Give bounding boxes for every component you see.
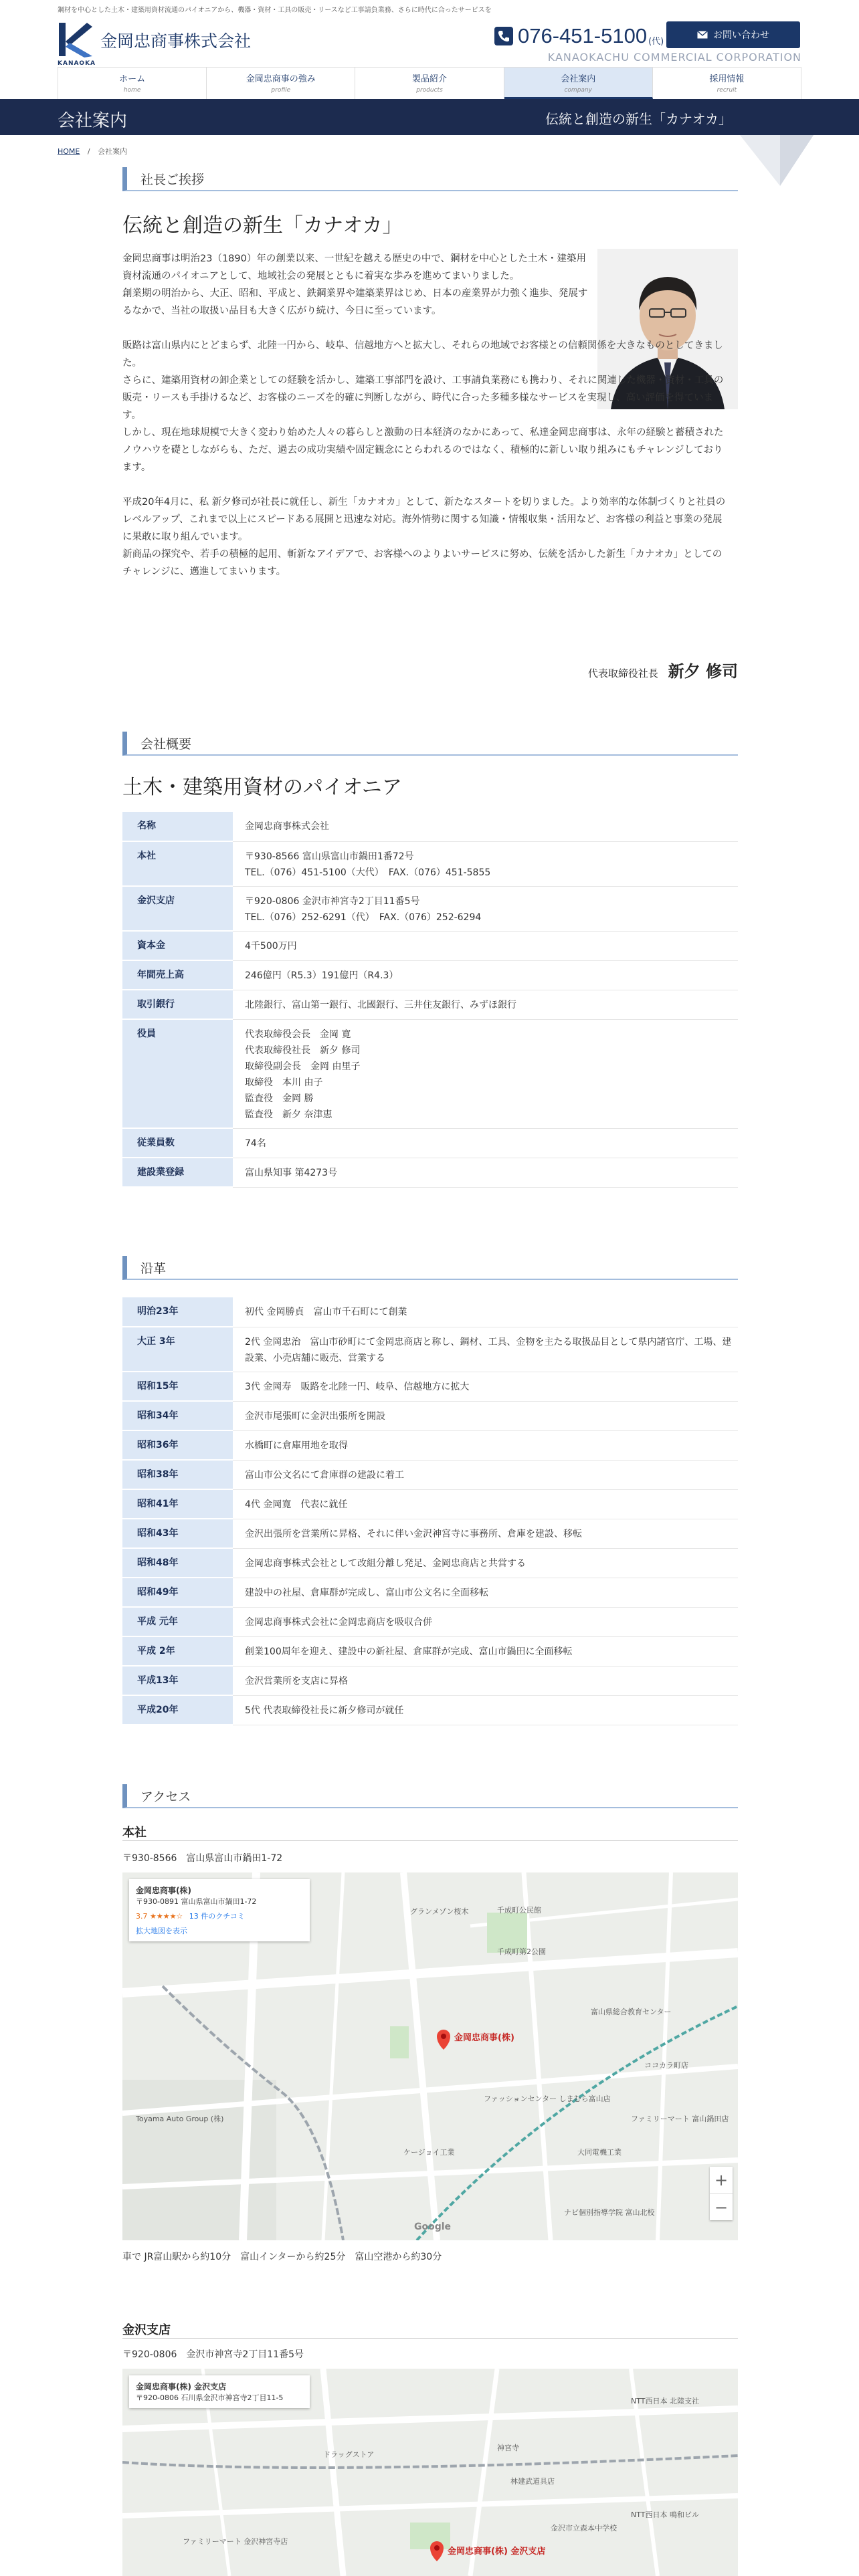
map-place-label: 神宮寺 <box>497 2444 519 2452</box>
header-tagline: 鋼材を中心とした土木・建築用資材流通のパイオニアから、機器・資材・工具の販売・リースなど工事請負業務、さらに時代に合ったサービスを <box>58 7 492 14</box>
banner-decoration-icon <box>727 99 814 186</box>
table-key-cell: 明治23年 <box>122 1297 233 1327</box>
map-place-label: 千成町第2公園 <box>497 1947 546 1956</box>
map-place-label: ファッションセンター しまむら富山店 <box>484 2095 611 2103</box>
greeting-paragraph-3: 平成20年4月に、私 新夕修司が社長に就任し、新生「カナオカ」として、新たなスタートを切りました。より効率的な体制づくりと社員のレベルアップ、これまで以上にスピードある展開と迅速な対応。海外情勢に関する知識・情報収集・活用など、お客様の利益と事業の発展に果敢に取り組んでいます。 新商品の探究や、若手の積極的起用、斬新なアイデアで、お客様へのよりよいサービスに努め、伝統を活かした新生「カナオカ」としてのチャレンジに、邁進してまいります。 <box>122 497 726 577</box>
section-heading-greeting: 社長ご挨拶 <box>122 167 738 191</box>
table-key-cell: 資本金 <box>122 931 233 960</box>
table-value-cell: 富山県知事 第4273号 <box>233 1158 738 1187</box>
divider <box>122 2338 738 2339</box>
table-key-cell: 昭和49年 <box>122 1578 233 1607</box>
main-office-map[interactable] <box>122 1872 738 2240</box>
section-heading-overview: 会社概要 <box>122 732 738 756</box>
table-key-cell: 役員 <box>122 1019 233 1128</box>
nav-label: 製品紹介 <box>412 74 448 84</box>
breadcrumb-separator: / <box>87 147 90 156</box>
table-key-cell: 金沢支店 <box>122 886 233 931</box>
map-card-name: 金岡忠商事(株) 金沢支店 <box>136 2382 227 2391</box>
table-value-cell: 北陸銀行、富山第一銀行、北國銀行、三井住友銀行、みずほ銀行 <box>233 990 738 1019</box>
overview-row <box>122 1019 738 1128</box>
breadcrumb-home-link[interactable]: HOME <box>58 147 80 156</box>
table-key-cell: 平成 元年 <box>122 1607 233 1636</box>
history-row <box>122 1430 738 1460</box>
history-row <box>122 1578 738 1607</box>
map-zoom-control <box>710 2167 733 2220</box>
table-value-cell: 74名 <box>233 1128 738 1158</box>
global-nav <box>58 67 801 99</box>
map-place-label: 金沢市立森本中学校 <box>551 2524 617 2533</box>
table-value-cell: 4代 金岡寛 代表に就任 <box>233 1489 738 1519</box>
table-key-cell: 昭和41年 <box>122 1489 233 1519</box>
table-key-cell: 昭和43年 <box>122 1519 233 1548</box>
table-key-cell: 昭和48年 <box>122 1548 233 1578</box>
table-value-cell: 246億円（R5.3）191億円（R4.3） <box>233 960 738 990</box>
table-value-cell: 5代 代表取締役社長に新夕修司が就任 <box>233 1695 738 1725</box>
nav-label: 金岡忠商事の強み <box>246 74 316 84</box>
table-value-cell: 建設中の社屋、倉庫群が完成し、富山市公文名に全面移転 <box>233 1578 738 1607</box>
greeting-body <box>122 250 731 598</box>
nav-item-company[interactable] <box>504 68 653 99</box>
nav-item-products[interactable] <box>355 68 504 99</box>
table-value-cell: 初代 金岡勝貞 富山市千石町にて創業 <box>233 1297 738 1327</box>
section-heading-access: アクセス <box>122 1784 738 1808</box>
access-kanazawa-address: 〒920-0806 金沢市神宮寺2丁目11番5号 <box>122 2349 304 2360</box>
contact-button-label: お問い合わせ <box>713 30 769 41</box>
nav-sublabel: company <box>564 87 592 94</box>
nav-label: 会社案内 <box>561 74 596 84</box>
nav-item-recruit[interactable] <box>653 68 801 99</box>
logo-caption: KANAOKA <box>58 60 96 67</box>
nav-label: 採用情報 <box>709 74 745 84</box>
divider <box>122 1840 738 1841</box>
table-value-cell: 創業100周年を迎え、建設中の新社屋、倉庫群が完成、富山市鍋田に全面移転 <box>233 1636 738 1666</box>
table-value-cell: 〒920-0806 金沢市神宮寺2丁目11番5号 TEL.（076）252-6291（代） FAX.（076）252-6294 <box>233 886 738 931</box>
phone-number: 076-451-5100 <box>518 24 648 47</box>
map-place-label: 千成町公民館 <box>497 1906 541 1915</box>
overview-row <box>122 1158 738 1187</box>
table-key-cell: 平成20年 <box>122 1695 233 1725</box>
table-key-cell: 従業員数 <box>122 1128 233 1158</box>
nav-sublabel: recruit <box>717 87 737 94</box>
history-row <box>122 1519 738 1548</box>
zoom-out-button[interactable]: − <box>710 2193 733 2220</box>
phone-suffix: (代) <box>648 36 664 47</box>
nav-item-home[interactable] <box>58 68 207 99</box>
table-value-cell: 〒930-8566 富山県富山市鍋田1番72号 TEL.（076）451-5100（大代） FAX.（076）451-5855 <box>233 841 738 886</box>
overview-row <box>122 931 738 960</box>
history-row <box>122 1401 738 1430</box>
nav-item-profile[interactable] <box>207 68 355 99</box>
overview-row <box>122 812 738 841</box>
map-place-label: 林建武道具店 <box>510 2477 555 2486</box>
corporate-english-name: KANAOKACHU COMMERCIAL CORPORATION <box>547 51 801 64</box>
rating-stars: 3.7 ★★★★☆ <box>136 1912 183 1921</box>
table-key-cell: 平成13年 <box>122 1666 233 1695</box>
kanaoka-logo-icon[interactable] <box>58 21 94 59</box>
access-kanazawa-label: 金沢支店 <box>122 2323 171 2337</box>
history-row <box>122 1548 738 1578</box>
page-subtitle: 伝統と創造の新生「カナオカ」 <box>545 111 732 127</box>
map-pin-label[interactable]: 金岡忠商事(株) 金沢支店 <box>448 2547 546 2557</box>
history-row <box>122 1372 738 1401</box>
google-logo-icon: Google <box>414 2222 452 2232</box>
signature-name: 新夕 修司 <box>668 661 738 681</box>
history-row <box>122 1460 738 1489</box>
nav-sublabel: profile <box>271 87 291 94</box>
table-value-cell: 金岡忠商事株式会社として改組分離し発足、金岡忠商店と共営する <box>233 1548 738 1578</box>
overview-row <box>122 886 738 931</box>
table-key-cell: 昭和38年 <box>122 1460 233 1489</box>
kanazawa-branch-map[interactable] <box>122 2369 738 2576</box>
table-value-cell: 金岡忠商事株式会社に金岡忠商店を吸収合併 <box>233 1607 738 1636</box>
map-place-label: ファミリーマート 金沢神宮寺店 <box>183 2537 288 2546</box>
table-value-cell: 金沢営業所を支店に昇格 <box>233 1666 738 1695</box>
contact-button[interactable] <box>666 21 800 48</box>
map-larger-link[interactable]: 拡大地図を表示 <box>136 1927 187 1935</box>
access-main-directions: 車で JR富山駅から約10分 富山インターから約25分 富山空港から約30分 <box>122 2252 442 2262</box>
table-key-cell: 名称 <box>122 812 233 841</box>
history-row <box>122 1327 738 1372</box>
president-signature <box>588 658 738 681</box>
history-row <box>122 1666 738 1695</box>
table-key-cell: 大正 3年 <box>122 1327 233 1372</box>
table-value-cell: 金沢出張所を営業所に昇格、それに伴い金沢神宮寺に事務所、倉庫を建設、移転 <box>233 1519 738 1548</box>
table-value-cell: 4千500万円 <box>233 931 738 960</box>
map-place-label: NTT西日本 鳴和ビル <box>631 2510 699 2519</box>
history-row <box>122 1636 738 1666</box>
history-row <box>122 1695 738 1725</box>
table-value-cell: 2代 金岡忠治 富山市砂町にて金岡忠商店と称し、鋼材、工具、金物を主たる取扱品目として県内諸官庁、工場、建設業、小売店舗に販売、営業する <box>233 1327 738 1372</box>
map-card-address: 〒920-0806 石川県金沢市神宮寺2丁目11-5 <box>136 2393 284 2402</box>
table-value-cell: 代表取締役会長 金岡 寛 代表取締役社長 新夕 修司 取締役副会長 金岡 由里子 取締役 本川 由子 監査役 金岡 勝 監査役 新夕 奈津恵 <box>233 1019 738 1128</box>
breadcrumb-current: 会社案内 <box>98 147 128 156</box>
map-place-label: ナビ個別指導学院 富山北校 <box>564 2208 655 2217</box>
map-info-card <box>129 1879 310 1941</box>
map-card-name: 金岡忠商事(株) <box>136 1886 191 1895</box>
table-key-cell: 昭和36年 <box>122 1430 233 1460</box>
page-title: 会社案内 <box>58 111 128 131</box>
section-heading-history: 沿革 <box>122 1256 738 1280</box>
company-name[interactable]: 金岡忠商事株式会社 <box>100 31 252 51</box>
table-value-cell: 金岡忠商事株式会社 <box>233 812 738 841</box>
map-place-label: NTT西日本 北陸支社 <box>631 2397 699 2405</box>
history-row <box>122 1607 738 1636</box>
table-key-cell: 平成 2年 <box>122 1636 233 1666</box>
map-place-label: ココカラ町店 <box>644 2061 688 2070</box>
access-main-address: 〒930-8566 富山県富山市鍋田1-72 <box>122 1853 283 1864</box>
map-info-card <box>129 2375 310 2408</box>
breadcrumb <box>58 146 127 156</box>
overview-row <box>122 960 738 990</box>
access-main-office-label: 本社 <box>122 1826 147 1840</box>
table-key-cell: 昭和34年 <box>122 1401 233 1430</box>
company-overview-table <box>122 812 738 1188</box>
nav-sublabel: home <box>123 87 141 94</box>
table-key-cell: 年間売上高 <box>122 960 233 990</box>
nav-label: ホーム <box>119 74 146 84</box>
map-place-label: ケージョイ工業 <box>403 2148 455 2157</box>
map-place-label: グランメゾン桜木 <box>410 1907 469 1916</box>
table-key-cell: 昭和15年 <box>122 1372 233 1401</box>
map-card-address: 〒930-0891 富山県富山市鍋田1-72 <box>136 1897 257 1906</box>
nav-sublabel: products <box>416 87 443 94</box>
map-place-label: 富山県総合教育センター <box>591 2008 672 2016</box>
overview-row <box>122 990 738 1019</box>
overview-row <box>122 1128 738 1158</box>
phone-number-block[interactable] <box>494 23 664 49</box>
review-count-link[interactable]: 13 件のクチコミ <box>189 1912 245 1921</box>
map-card-rating <box>136 1911 303 1921</box>
history-row <box>122 1297 738 1327</box>
signature-title: 代表取締役社長 <box>587 667 658 679</box>
overview-title: 土木・建築用資材のパイオニア <box>122 776 402 799</box>
zoom-in-button[interactable]: + <box>714 2171 729 2189</box>
greeting-paragraph-2: 販路は富山県内にとどまらず、北陸一円から、岐阜、信越地方へと拡大し、それらの地域でお客様との信頼関係を大きなものとしてきました。 さらに、建築用資材の卸企業としての経験を活かし、建築工事部門を設け、工事請負業務にも携わり、それに関連した機器・資材・工具の販売・リースも手掛けるなど、お客様のニーズを的確に判断しながら、時代に合った多種多様なサービスを実現し、高い評価を得ています。 しかし、現在地球規模で大きく変わり始めた人々の暮らしと激動の日本経済のなかにあって、私達金岡忠商事は、永年の経験と蓄積されたノウハウを礎としながらも、ただ、過去の成功実績や固定観念にとらわれるのではなく、積極的に新しい取り組みにもチャレンジしております。 <box>122 340 724 473</box>
table-value-cell: 3代 金岡寿 販路を北陸一円、岐阜、信越地方に拡大 <box>233 1372 738 1401</box>
company-history-table <box>122 1297 738 1725</box>
map-place-label: 大同電機工業 <box>577 2148 622 2157</box>
table-key-cell: 取引銀行 <box>122 990 233 1019</box>
table-key-cell: 本社 <box>122 841 233 886</box>
overview-row <box>122 841 738 886</box>
phone-icon <box>494 26 514 46</box>
greeting-title: 伝統と創造の新生「カナオカ」 <box>122 214 403 237</box>
table-value-cell: 富山市公文名にて倉庫群の建設に着工 <box>233 1460 738 1489</box>
site-header <box>0 16 859 67</box>
map-place-label: Toyama Auto Group (株) <box>136 2115 224 2123</box>
map-place-label: ファミリーマート 富山鍋田店 <box>631 2115 729 2123</box>
table-key-cell: 建設業登録 <box>122 1158 233 1187</box>
map-pin-label[interactable]: 金岡忠商事(株) <box>454 2033 514 2043</box>
greeting-paragraph-1: 金岡忠商事は明治23（1890）年の創業以来、一世紀を越える歴史の中で、鋼材を中心とした土木・建築用資材流通のパイオニアとして、地域社会の発展とともに着実な歩みを進めてまいりました。 創業期の明治から、大正、昭和、平成と、鉄鋼業界や建築業界はじめ、日本の産業界が力強く進歩、発展するなかで、当社の取扱い品目も大きく広がり続け、今日に至っています。 <box>122 253 588 316</box>
table-value-cell: 金沢市尾張町に金沢出張所を開設 <box>233 1401 738 1430</box>
mail-icon <box>697 31 708 39</box>
map-place-label: ドラッグストア <box>323 2450 375 2459</box>
history-row <box>122 1489 738 1519</box>
table-value-cell: 水橋町に倉庫用地を取得 <box>233 1430 738 1460</box>
